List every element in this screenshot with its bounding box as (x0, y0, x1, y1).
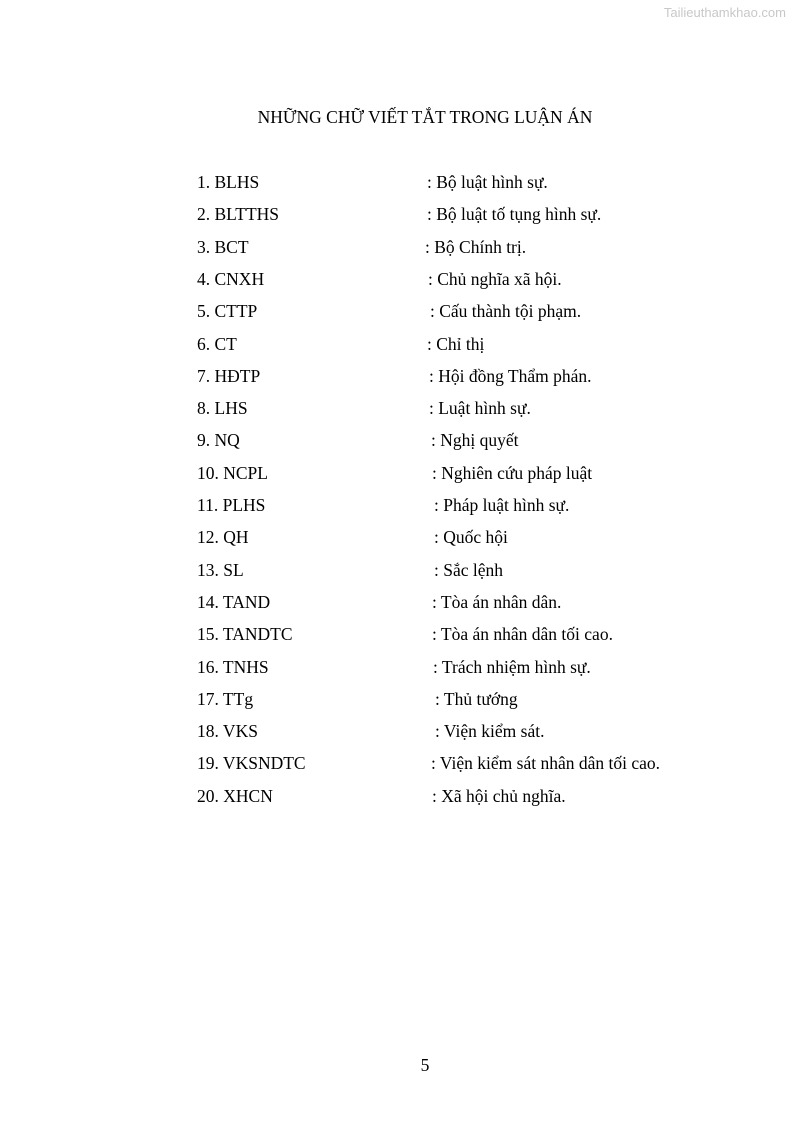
abbreviation-meaning: : Chủ nghĩa xã hội. (428, 268, 562, 289)
abbreviation-meaning: : Nghị quyết (431, 430, 519, 451)
abbreviation-meaning: : Luật hình sự. (429, 398, 531, 419)
abbreviation-meaning: : Cấu thành tội phạm. (430, 301, 582, 322)
abbreviation: 10. NCPL (197, 462, 268, 483)
abbreviation-meaning: : Bộ Chính trị. (425, 236, 527, 257)
abbreviation: 11. PLHS (197, 495, 266, 515)
watermark: Tailieuthamkhao.com (663, 5, 786, 20)
abbreviation: 17. TTg (197, 688, 254, 709)
abbreviation: 20. XHCN (197, 785, 273, 806)
abbreviation: 8. LHS (197, 398, 248, 419)
abbreviation-meaning: : Viện kiểm sát. (435, 721, 545, 742)
abbreviation-meaning: : Pháp luật hình sự. (434, 495, 570, 515)
page-number: 5 (420, 1055, 430, 1075)
abbreviation: 2. BLTTHS (197, 204, 280, 225)
abbreviation: 19. VKSNDTC (197, 753, 306, 774)
abbreviation: 15. TANDTC (197, 624, 293, 645)
abbreviation-meaning: : Thủ tướng (435, 688, 518, 709)
abbreviation: 1. BLHS (197, 172, 260, 192)
abbreviation-meaning: : Sắc lệnh (434, 559, 504, 580)
abbreviation-meaning: : Hội đồng Thẩm phán. (429, 365, 592, 386)
abbreviation-meaning: : Viện kiểm sát nhân dân tối cao. (431, 753, 660, 774)
abbreviation-meaning: : Nghiên cứu pháp luật (432, 462, 593, 483)
abbreviation: 16. TNHS (197, 656, 269, 677)
abbreviation-meaning: : Chỉ thị (427, 333, 485, 354)
abbreviation: 5. CTTP (197, 301, 258, 322)
abbreviation-meaning: : Bộ luật tố tụng hình sự. (427, 204, 602, 225)
abbreviation-meaning: : Tòa án nhân dân. (432, 591, 562, 612)
abbreviation: 7. HĐTP (197, 365, 261, 386)
abbreviation: 3. BCT (197, 236, 249, 257)
abbreviation: 14. TAND (197, 591, 271, 612)
abbreviation-meaning: : Trách nhiệm hình sự. (433, 656, 591, 677)
abbreviation: 9. NQ (197, 430, 240, 451)
page-title: NHỮNG CHỮ VIẾT TẮT TRONG LUẬN ÁN (257, 107, 593, 127)
abbreviation-meaning: : Bộ luật hình sự. (427, 172, 548, 192)
abbreviation-meaning: : Xã hội chủ nghĩa. (432, 785, 566, 806)
abbreviation-meaning: : Quốc hội (434, 527, 508, 548)
abbreviation: 13. SL (197, 559, 244, 580)
abbreviation: 6. CT (197, 333, 237, 354)
abbreviation-meaning: : Tòa án nhân dân tối cao. (432, 624, 613, 645)
abbreviation: 4. CNXH (197, 268, 265, 289)
abbreviation: 12. QH (197, 527, 249, 548)
abbreviation: 18. VKS (197, 721, 258, 742)
